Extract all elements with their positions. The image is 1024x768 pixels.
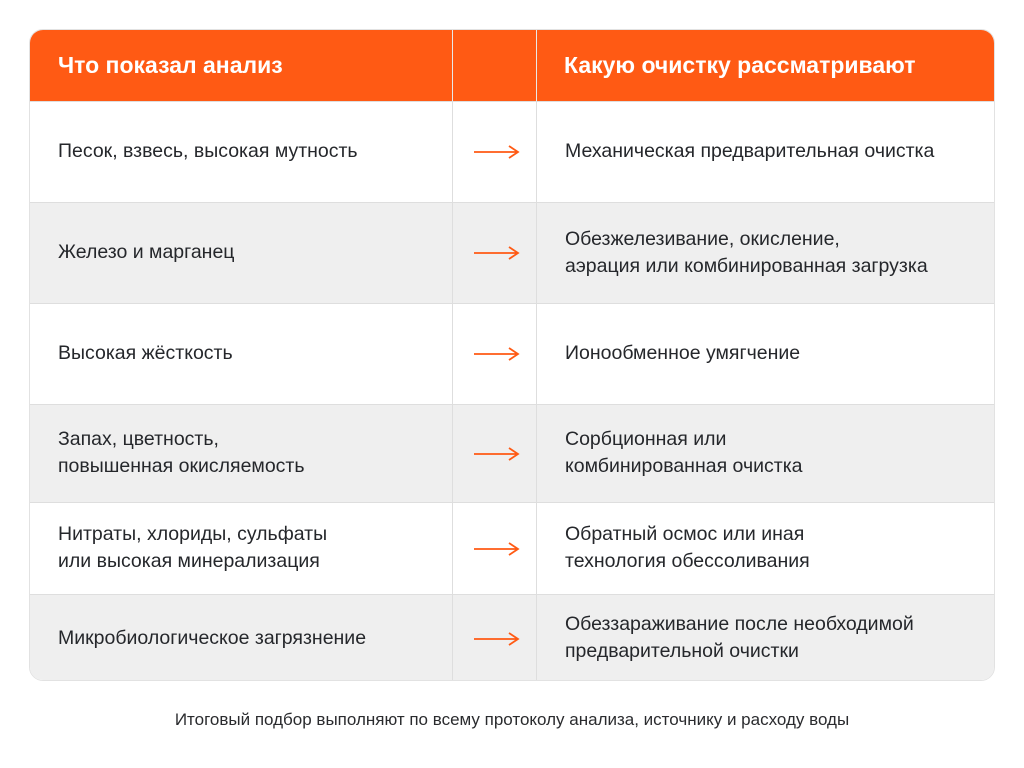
treatment-table [29, 29, 995, 681]
table-header [30, 30, 995, 101]
table-row [30, 202, 995, 303]
table-row [30, 502, 995, 594]
column-divider [452, 30, 453, 681]
arrow-right-icon [473, 446, 521, 462]
arrow-right-icon [473, 245, 521, 261]
analysis-cell: Железо и марганец [58, 241, 235, 263]
column-divider [536, 30, 537, 681]
treatment-cell: Механическая предварительная очистка [565, 140, 935, 162]
table-row [30, 594, 995, 681]
header-treatment: Какую очистку рассматривают [564, 52, 916, 78]
analysis-cell: Высокая жёсткость [58, 342, 233, 364]
table-row [30, 404, 995, 502]
analysis-cell: Песок, взвесь, высокая мутность [58, 140, 358, 162]
arrow-right-icon [473, 631, 521, 647]
table-row [30, 303, 995, 404]
footer-note: Итоговый подбор выполняют по всему протоколу анализа, источнику и расходу воды [174, 710, 850, 729]
treatment-cell: Обезжелезивание, окисление, аэрация или комбинированная загрузка [565, 228, 928, 277]
analysis-cell: Запах, цветность, повышенная окисляемость [58, 428, 305, 477]
header-analysis: Что показал анализ [58, 52, 283, 78]
treatment-cell: Сорбционная или комбинированная очистка [565, 428, 803, 477]
treatment-cell: Ионообменное умягчение [565, 342, 801, 364]
arrow-right-icon [473, 346, 521, 362]
treatment-cell: Обеззараживание после необходимой предварительной очистки [565, 613, 914, 662]
analysis-cell: Нитраты, хлориды, сульфаты или высокая минерализация [58, 523, 328, 572]
arrow-right-icon [473, 541, 521, 557]
treatment-cell: Обратный осмос или иная технология обессоливания [565, 523, 810, 572]
table-row [30, 101, 995, 202]
analysis-cell: Микробиологическое загрязнение [58, 627, 367, 649]
header-divider [536, 30, 537, 101]
arrow-right-icon [473, 144, 521, 160]
header-divider [452, 30, 453, 101]
